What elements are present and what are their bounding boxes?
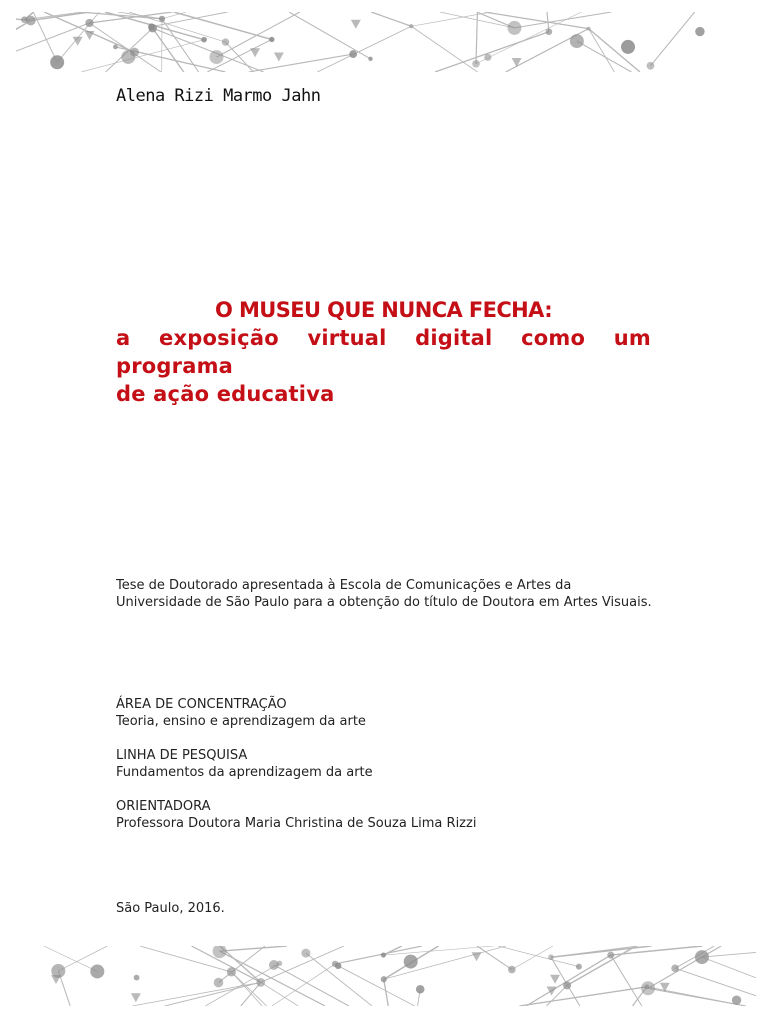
place-and-date: São Paulo, 2016. <box>116 901 225 916</box>
network-node <box>484 54 491 61</box>
thesis-description: Tese de Doutorado apresentada à Escola de Comunicações e Artes da Universidade de São Paulo para a obtenção do título de Doutora em Artes Visuais. <box>116 578 652 610</box>
network-node <box>332 961 338 967</box>
header-network-decoration <box>16 12 756 72</box>
research-line <box>116 747 656 781</box>
network-line <box>435 32 549 72</box>
network-node <box>671 965 679 973</box>
network-line <box>272 964 335 1006</box>
network-line <box>165 982 261 1006</box>
network-node <box>404 955 418 969</box>
network-line <box>132 982 261 1006</box>
network-node <box>222 38 229 45</box>
network-node <box>113 45 118 50</box>
network-node <box>148 24 157 33</box>
network-node <box>381 976 387 982</box>
network-node <box>507 21 521 35</box>
network-node <box>269 960 279 970</box>
network-line <box>371 12 411 26</box>
network-line <box>648 946 721 988</box>
network-node <box>90 964 104 978</box>
network-triangle <box>550 975 560 984</box>
author-name: Alena Rizi Marmo Jahn <box>116 86 321 106</box>
network-node <box>381 952 386 957</box>
thesis-title <box>116 296 651 408</box>
network-node <box>159 16 165 22</box>
network-node <box>732 995 741 1004</box>
network-triangle <box>51 975 61 984</box>
network-node <box>570 34 584 48</box>
network-triangle <box>512 58 522 67</box>
concentration-area <box>116 696 656 730</box>
network-node <box>214 978 224 988</box>
network-node <box>587 27 591 31</box>
network-line <box>514 12 611 28</box>
advisor-value: Professora Doutora Maria Christina de Souza Lima Rizzi <box>116 816 477 831</box>
network-line <box>317 26 411 72</box>
network-line <box>551 946 651 957</box>
network-node <box>209 50 223 64</box>
network-line <box>611 955 642 1006</box>
network-node <box>416 985 425 994</box>
network-line <box>476 12 581 64</box>
advisor-label: ORIENTADORA <box>116 799 211 814</box>
research-line-value: Fundamentos da aprendizagem da arte <box>116 765 373 780</box>
title-main: O MUSEU QUE NUNCA FECHA: <box>214 298 552 322</box>
network-line <box>338 966 415 1006</box>
network-line <box>261 982 298 1006</box>
network-line <box>384 946 506 979</box>
network-node <box>213 946 227 958</box>
network-line <box>220 946 287 951</box>
network-triangle <box>351 20 361 29</box>
network-node <box>26 16 36 26</box>
network-line <box>650 12 694 66</box>
network-node <box>472 60 480 68</box>
network-node <box>256 978 265 987</box>
network-line <box>411 26 477 72</box>
network-node <box>563 981 571 989</box>
network-node <box>621 40 635 54</box>
concentration-area-value: Teoria, ensino e aprendizagem da arte <box>116 714 366 729</box>
network-node <box>269 37 274 42</box>
network-node <box>349 50 357 58</box>
network-line <box>384 979 388 1006</box>
network-line <box>498 946 579 967</box>
network-line <box>647 987 746 1006</box>
network-line <box>81 40 204 72</box>
network-line <box>231 972 266 1006</box>
title-subtitle-line-2: de ação educativa <box>116 382 335 406</box>
network-line <box>44 946 98 971</box>
network-node <box>368 57 372 61</box>
network-node <box>50 55 64 69</box>
network-node <box>695 27 704 36</box>
network-triangle <box>73 37 83 46</box>
network-node <box>201 37 207 43</box>
title-subtitle-line-1: a exposição virtual digital como um programa <box>116 326 651 378</box>
network-triangle <box>131 993 141 1002</box>
network-triangle <box>472 952 482 961</box>
network-node <box>641 981 655 995</box>
network-node <box>85 19 93 27</box>
network-node <box>647 62 655 70</box>
network-line <box>226 42 254 72</box>
network-triangle <box>274 52 284 61</box>
network-node <box>227 967 236 976</box>
network-line <box>519 987 646 1006</box>
network-line <box>484 12 588 29</box>
network-node <box>409 24 413 28</box>
network-node <box>607 952 614 959</box>
network-node <box>130 48 139 57</box>
network-node <box>301 949 310 958</box>
network-node <box>546 28 553 35</box>
network-line <box>477 946 512 970</box>
network-node <box>695 950 709 964</box>
network-node <box>134 975 140 981</box>
network-line <box>249 54 353 72</box>
network-line <box>512 946 553 970</box>
network-node <box>548 954 554 960</box>
network-line <box>306 953 372 1006</box>
network-line <box>702 946 756 957</box>
research-line-label: LINHA DE PESQUISA <box>116 748 248 763</box>
network-triangle <box>85 31 95 40</box>
concentration-area-label: ÁREA DE CONCENTRAÇÃO <box>116 697 287 712</box>
network-node <box>508 966 516 974</box>
network-triangle <box>547 986 557 995</box>
advisor <box>116 798 656 832</box>
network-node <box>576 964 582 970</box>
network-line <box>231 972 262 1006</box>
footer-network-decoration <box>16 946 756 1006</box>
network-triangle <box>250 48 260 57</box>
